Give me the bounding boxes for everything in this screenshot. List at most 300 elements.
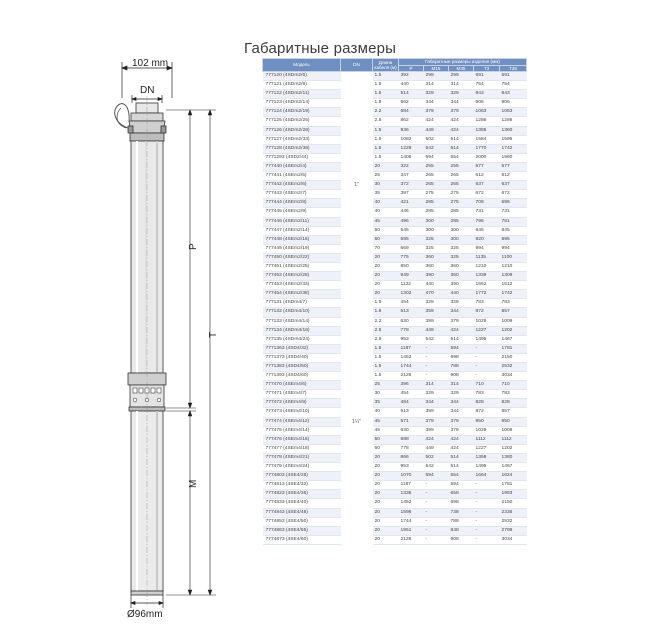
table-row [263, 463, 527, 472]
cell-value: - [474, 372, 500, 381]
cell-value: 1227 [474, 444, 500, 453]
cell-value: 454 [399, 299, 424, 308]
cell-value: 731 [474, 208, 500, 217]
cell-value: 514 [399, 90, 424, 99]
table-row [263, 363, 527, 372]
table-row [263, 135, 527, 144]
cell-value: 470 [424, 290, 449, 299]
cell-value: 20 [373, 508, 399, 517]
cell-value: 325 [449, 244, 474, 253]
cell-value: 325 [424, 244, 449, 253]
cell-value: 2336 [500, 508, 527, 517]
cell-value: 45 [373, 217, 399, 226]
cell-value: 314 [424, 81, 449, 90]
cell-value: 70 [373, 244, 399, 253]
cell-value: 843 [500, 90, 527, 99]
cell-value: 1744 [399, 363, 424, 372]
cell-value: 20 [373, 535, 399, 544]
cell-value: 1.5 [373, 153, 399, 162]
table-row [263, 244, 527, 253]
table-row [263, 281, 527, 290]
cell-value: 421 [399, 199, 424, 208]
cell-value: 738 [449, 508, 474, 517]
cell-value: 265 [449, 172, 474, 181]
cell-value: 344 [449, 408, 474, 417]
table-header [263, 59, 527, 72]
table-row [263, 262, 527, 271]
cell-value: 1.5 [373, 363, 399, 372]
cell-value: 950 [500, 417, 527, 426]
cell-value: 359 [424, 308, 449, 317]
cell-value: 1339 [474, 272, 500, 281]
cell-value: 783 [500, 299, 527, 308]
cell-value: 379 [449, 317, 474, 326]
cell-value: 672 [500, 190, 527, 199]
cell-value: 1.5 [373, 353, 399, 362]
cell-value: 1598 [399, 508, 424, 517]
cell-value: - [424, 490, 449, 499]
cell-value: - [474, 535, 500, 544]
table-row [263, 435, 527, 444]
cell-model: 7774863 (4SE4/55) [263, 526, 341, 535]
cell-model: 777477 (4SEm4/18) [263, 444, 341, 453]
cell-value: 696 [500, 199, 527, 208]
cell-value: 783 [500, 390, 527, 399]
cell-value: 936 [399, 126, 424, 135]
cell-value: 1.5 [373, 72, 399, 81]
cell-value: 754 [474, 81, 500, 90]
cell-value: - [424, 508, 449, 517]
cell-model: 777133 (4SDm4/14) [263, 317, 341, 326]
cell-value: 1210 [474, 262, 500, 271]
cell-value: 1063 [474, 108, 500, 117]
cell-value: 1781 [500, 344, 527, 353]
cell-value: 359 [424, 408, 449, 417]
m-label: M [188, 479, 199, 488]
table-row [263, 199, 527, 208]
cell-value: 275 [424, 190, 449, 199]
table-row [263, 426, 527, 435]
cell-value: 2532 [500, 517, 527, 526]
cell-value: 390 [424, 272, 449, 281]
cell-value: 20 [373, 463, 399, 472]
cell-value: 545 [399, 226, 424, 235]
cell-value: 1960 [500, 153, 527, 162]
cell-model: 7774843 (4SE4/45) [263, 508, 341, 517]
cell-value: 872 [474, 408, 500, 417]
cell-model: 777478 (4SEm4/21) [263, 453, 341, 462]
cell-value: 514 [449, 453, 474, 462]
cell-value: 45 [373, 417, 399, 426]
cell-value: 399 [424, 317, 449, 326]
cell-value: 906 [474, 99, 500, 108]
cell-model: 777442 (4SEm2/6) [263, 181, 341, 190]
table-row [263, 253, 527, 262]
cell-value: 843 [474, 90, 500, 99]
cell-value: 300 [424, 226, 449, 235]
table-row [263, 90, 527, 99]
cell-value: 2.5 [373, 326, 399, 335]
cell-model: 777445 (4SEm2/9) [263, 208, 341, 217]
cell-value: - [424, 344, 449, 353]
cell-value: 314 [449, 381, 474, 390]
table-row [263, 181, 527, 190]
cell-value: 1.6 [373, 90, 399, 99]
cell-value: 848 [449, 526, 474, 535]
cell-value: 379 [449, 108, 474, 117]
cell-value: 1562 [474, 281, 500, 290]
cell-model: 7771363 (4SD4/32) [263, 344, 341, 353]
cell-value: 1063 [500, 108, 527, 117]
cell-value: 514 [449, 144, 474, 153]
cell-value: 2150 [500, 499, 527, 508]
cell-value: 399 [424, 426, 449, 435]
cell-value: 424 [424, 117, 449, 126]
cell-model: 7774823 (4SE4/36) [263, 490, 341, 499]
cell-value: 379 [424, 108, 449, 117]
cell-value: 577 [474, 162, 500, 171]
cell-value: 2.8 [373, 335, 399, 344]
cell-value: 60 [373, 235, 399, 244]
cell-model: 777135 (4SDm4/24) [263, 335, 341, 344]
cell-value: 424 [449, 117, 474, 126]
cell-model: 777124 (4SDm2/19) [263, 108, 341, 117]
cell-value: - [424, 526, 449, 535]
cell-value: 1467 [500, 463, 527, 472]
cell-value: 895 [500, 235, 527, 244]
cell-value: 392 [399, 72, 424, 81]
table-row [263, 72, 527, 81]
cell-value: 449 [424, 126, 449, 135]
cell-value: 360 [424, 262, 449, 271]
table-row [263, 472, 527, 481]
cell-value: 397 [399, 190, 424, 199]
cell-value: 908 [449, 535, 474, 544]
cell-model: 777125 (4SDm2/25) [263, 117, 341, 126]
cell-value: 706 [474, 199, 500, 208]
cell-value: 344 [424, 399, 449, 408]
cell-value: 845 [500, 226, 527, 235]
cell-value: 379 [449, 417, 474, 426]
cell-value: 2000 [474, 153, 500, 162]
cell-value: 513 [399, 408, 424, 417]
cell-value: 788 [449, 517, 474, 526]
cell-value: 857 [500, 408, 527, 417]
cell-value: 1309 [500, 272, 527, 281]
table-row [263, 526, 527, 535]
cell-value: - [474, 499, 500, 508]
table-row [263, 153, 527, 162]
cell-value: - [424, 363, 449, 372]
cell-value: 577 [500, 162, 527, 171]
cell-model: 777450 (4SEm2/22) [263, 253, 341, 262]
table-row [263, 481, 527, 490]
cell-value: 20 [373, 490, 399, 499]
cell-value: 783 [474, 299, 500, 308]
cell-model: 777441 (4SEm2/5) [263, 172, 341, 181]
cell-value: 50 [373, 435, 399, 444]
cell-model: 777132 (4SDm4/10) [263, 308, 341, 317]
cell-value: 1380 [500, 453, 527, 462]
table-row [263, 126, 527, 135]
header-m35: M35 [449, 65, 474, 72]
cell-value: 1.5 [373, 299, 399, 308]
cell-value: 1742 [500, 290, 527, 299]
pump-dimension-drawing [0, 0, 250, 630]
cell-value: 1112 [474, 435, 500, 444]
cell-value: 872 [474, 308, 500, 317]
dimensions-table [262, 58, 527, 545]
cell-value: 275 [449, 199, 474, 208]
cell-model: 777479 (4SEm4/24) [263, 463, 341, 472]
cell-value: 449 [424, 444, 449, 453]
cell-value: 275 [449, 190, 474, 199]
cell-value: 20 [373, 262, 399, 271]
table-row [263, 235, 527, 244]
cell-value: 379 [424, 417, 449, 426]
cell-value: 344 [424, 99, 449, 108]
cell-value: 329 [449, 390, 474, 399]
p-label: P [188, 243, 199, 250]
cell-model: 777122 (4SDm2/11) [263, 90, 341, 99]
cell-value: 496 [399, 217, 424, 226]
cell-value: 1495 [474, 335, 500, 344]
cell-model: 777454 (4SEm2/38) [263, 290, 341, 299]
cell-model: 7774813 (4SE4/32) [263, 481, 341, 490]
table-row [263, 208, 527, 217]
cell-value: 906 [500, 99, 527, 108]
table-row [263, 535, 527, 544]
cell-value: 1286 [474, 117, 500, 126]
cell-value: 778 [399, 444, 424, 453]
cell-model: 777471 (4SEm4/7) [263, 390, 341, 399]
header-t3: T3 [474, 65, 500, 72]
cell-value: 2.5 [373, 117, 399, 126]
cell-value: 1744 [399, 517, 424, 526]
cell-value: 857 [500, 308, 527, 317]
cell-value: 1302 [399, 290, 424, 299]
cell-model: 7774873 (4SE4/60) [263, 535, 341, 544]
header-m15: M15 [424, 65, 449, 72]
cell-value: 347 [399, 172, 424, 181]
cell-value: 2.2 [373, 108, 399, 117]
cell-value: 1772 [474, 290, 500, 299]
cell-value: 1781 [500, 481, 527, 490]
cell-value: 1202 [500, 444, 527, 453]
cell-value: 1029 [474, 426, 500, 435]
cell-value: - [424, 481, 449, 490]
pump-head [115, 103, 166, 141]
cell-value: 1495 [474, 463, 500, 472]
table-row [263, 381, 527, 390]
cell-value: 20 [373, 517, 399, 526]
cell-value: 344 [449, 308, 474, 317]
table-row [263, 190, 527, 199]
cell-value: 1.8 [373, 308, 399, 317]
cell-value: 775 [399, 253, 424, 262]
cell-value: 1.5 [373, 144, 399, 153]
cell-value: 630 [399, 426, 424, 435]
t-label: T [208, 331, 219, 338]
cell-value: 1082 [399, 135, 424, 144]
cell-value: 594 [449, 481, 474, 490]
cell-value: 40 [373, 199, 399, 208]
cell-value: 265 [424, 172, 449, 181]
table-row [263, 308, 527, 317]
table-row [263, 390, 527, 399]
cell-value: 2150 [500, 353, 527, 362]
cell-model: 777476 (4SEm4/16) [263, 435, 341, 444]
cell-value: 1122 [399, 281, 424, 290]
cell-value: 1.5 [373, 344, 399, 353]
cell-value: 449 [424, 326, 449, 335]
cell-model: 777452 (4SEm2/28) [263, 272, 341, 281]
cell-value: 684 [399, 108, 424, 117]
cell-value: 329 [424, 299, 449, 308]
cell-value: 314 [449, 81, 474, 90]
cell-value: 1228 [399, 144, 424, 153]
cell-model: 777448 (4SEm2/16) [263, 235, 341, 244]
cell-value: 1467 [500, 335, 527, 344]
cell-model: 7774853 (4SE4/50) [263, 517, 341, 526]
cell-value: 20 [373, 481, 399, 490]
cell-value: 424 [449, 126, 474, 135]
table-row [263, 453, 527, 462]
cell-value: 440 [399, 81, 424, 90]
cell-value: 20 [373, 472, 399, 481]
cell-value: 502 [424, 135, 449, 144]
cell-value: 1070 [399, 472, 424, 481]
cell-model: 7771393 (4SD4/60) [263, 372, 341, 381]
cell-value: 20 [373, 453, 399, 462]
cell-value: 1584 [474, 135, 500, 144]
cell-value: 542 [424, 144, 449, 153]
table-row [263, 444, 527, 453]
cell-value: 446 [399, 208, 424, 217]
cell-value: 594 [424, 153, 449, 162]
cell-value: 949 [399, 272, 424, 281]
cell-model: 7771383 (4SD4/50) [263, 363, 341, 372]
cell-value: 35 [373, 399, 399, 408]
cell-value: 514 [449, 335, 474, 344]
cell-model: 777120 (4SDm2/6) [263, 72, 341, 81]
cell-value: 1770 [474, 144, 500, 153]
header-t35: T35 [500, 65, 527, 72]
table-row [263, 335, 527, 344]
header-model: Модель [263, 59, 341, 72]
cell-value: 1385 [474, 126, 500, 135]
cell-model: 777126 (4SDm2/28) [263, 126, 341, 135]
cell-value: 1512 [500, 281, 527, 290]
cell-model: 777121 (4SDm2/8) [263, 81, 341, 90]
cell-value: 440 [424, 281, 449, 290]
cell-model: 777443 (4SEm2/7) [263, 190, 341, 199]
cell-value: 1.5 [373, 126, 399, 135]
cell-value: 1664 [474, 472, 500, 481]
cell-value: 299 [449, 72, 474, 81]
cell-model: 777127 (4SDm2/33) [263, 135, 341, 144]
cell-value: 285 [424, 208, 449, 217]
cell-model: 777446 (4SEm2/11) [263, 217, 341, 226]
cell-value: 360 [424, 253, 449, 262]
cell-value: 594 [424, 472, 449, 481]
table-row [263, 399, 527, 408]
table-body [263, 72, 527, 545]
cell-value: 691 [474, 72, 500, 81]
cell-model: 777449 (4SEm2/19) [263, 244, 341, 253]
table-row [263, 353, 527, 362]
cell-model: 777123 (4SDm2/14) [263, 99, 341, 108]
cell-model: 7774833 (4SE4/40) [263, 499, 341, 508]
cell-value: 754 [500, 81, 527, 90]
cell-value: 502 [424, 453, 449, 462]
cell-value: 1135 [474, 253, 500, 262]
cell-value: 1210 [500, 262, 527, 271]
cell-value: 920 [474, 235, 500, 244]
cell-value: 1452 [399, 353, 424, 362]
header-dn: DN [341, 59, 373, 72]
table-row [263, 344, 527, 353]
cell-value: - [424, 517, 449, 526]
cell-value: 20 [373, 253, 399, 262]
cell-value: 828 [474, 399, 500, 408]
table-row [263, 408, 527, 417]
cell-value: 562 [399, 99, 424, 108]
width-label: 102 mm [132, 58, 169, 69]
cell-value: - [424, 535, 449, 544]
cell-value: 698 [449, 353, 474, 362]
cell-value: 255 [424, 162, 449, 171]
cell-model: 7771373 (4SD4/40) [263, 353, 341, 362]
table-row [263, 144, 527, 153]
cell-value: 1452 [399, 499, 424, 508]
cell-value: 255 [449, 162, 474, 171]
cell-value: 396 [399, 381, 424, 390]
header-cable-length: Длина кабеля (м) [374, 59, 397, 70]
cell-model: 7774803 (4SE4/28) [263, 472, 341, 481]
cell-value: 300 [449, 235, 474, 244]
cell-value: 1112 [500, 435, 527, 444]
cell-value: 781 [500, 217, 527, 226]
cell-value: 1.8 [373, 99, 399, 108]
m-dimension [166, 411, 196, 595]
cell-value: 1.5 [373, 372, 399, 381]
cell-model: 777453 (4SEm2/33) [263, 281, 341, 290]
cell-value: 265 [449, 181, 474, 190]
cell-value: 994 [474, 244, 500, 253]
cell-value: 542 [424, 463, 449, 472]
table-row [263, 172, 527, 181]
cell-value: - [474, 353, 500, 362]
cell-value: - [424, 353, 449, 362]
cell-value: 3034 [500, 372, 527, 381]
table-row [263, 81, 527, 90]
cell-value: 1009 [500, 426, 527, 435]
cell-value: 2532 [500, 363, 527, 372]
cell-value: - [474, 517, 500, 526]
cell-value: 424 [449, 435, 474, 444]
cell-value: 850 [399, 262, 424, 271]
cell-value: 325 [449, 253, 474, 262]
table-row [263, 217, 527, 226]
cell-value: 329 [449, 90, 474, 99]
cell-value: 698 [449, 499, 474, 508]
cell-value: 669 [399, 244, 424, 253]
cell-value: 1406 [399, 153, 424, 162]
cell-value: 953 [399, 463, 424, 472]
cell-value: 379 [449, 426, 474, 435]
cell-value: 710 [500, 381, 527, 390]
